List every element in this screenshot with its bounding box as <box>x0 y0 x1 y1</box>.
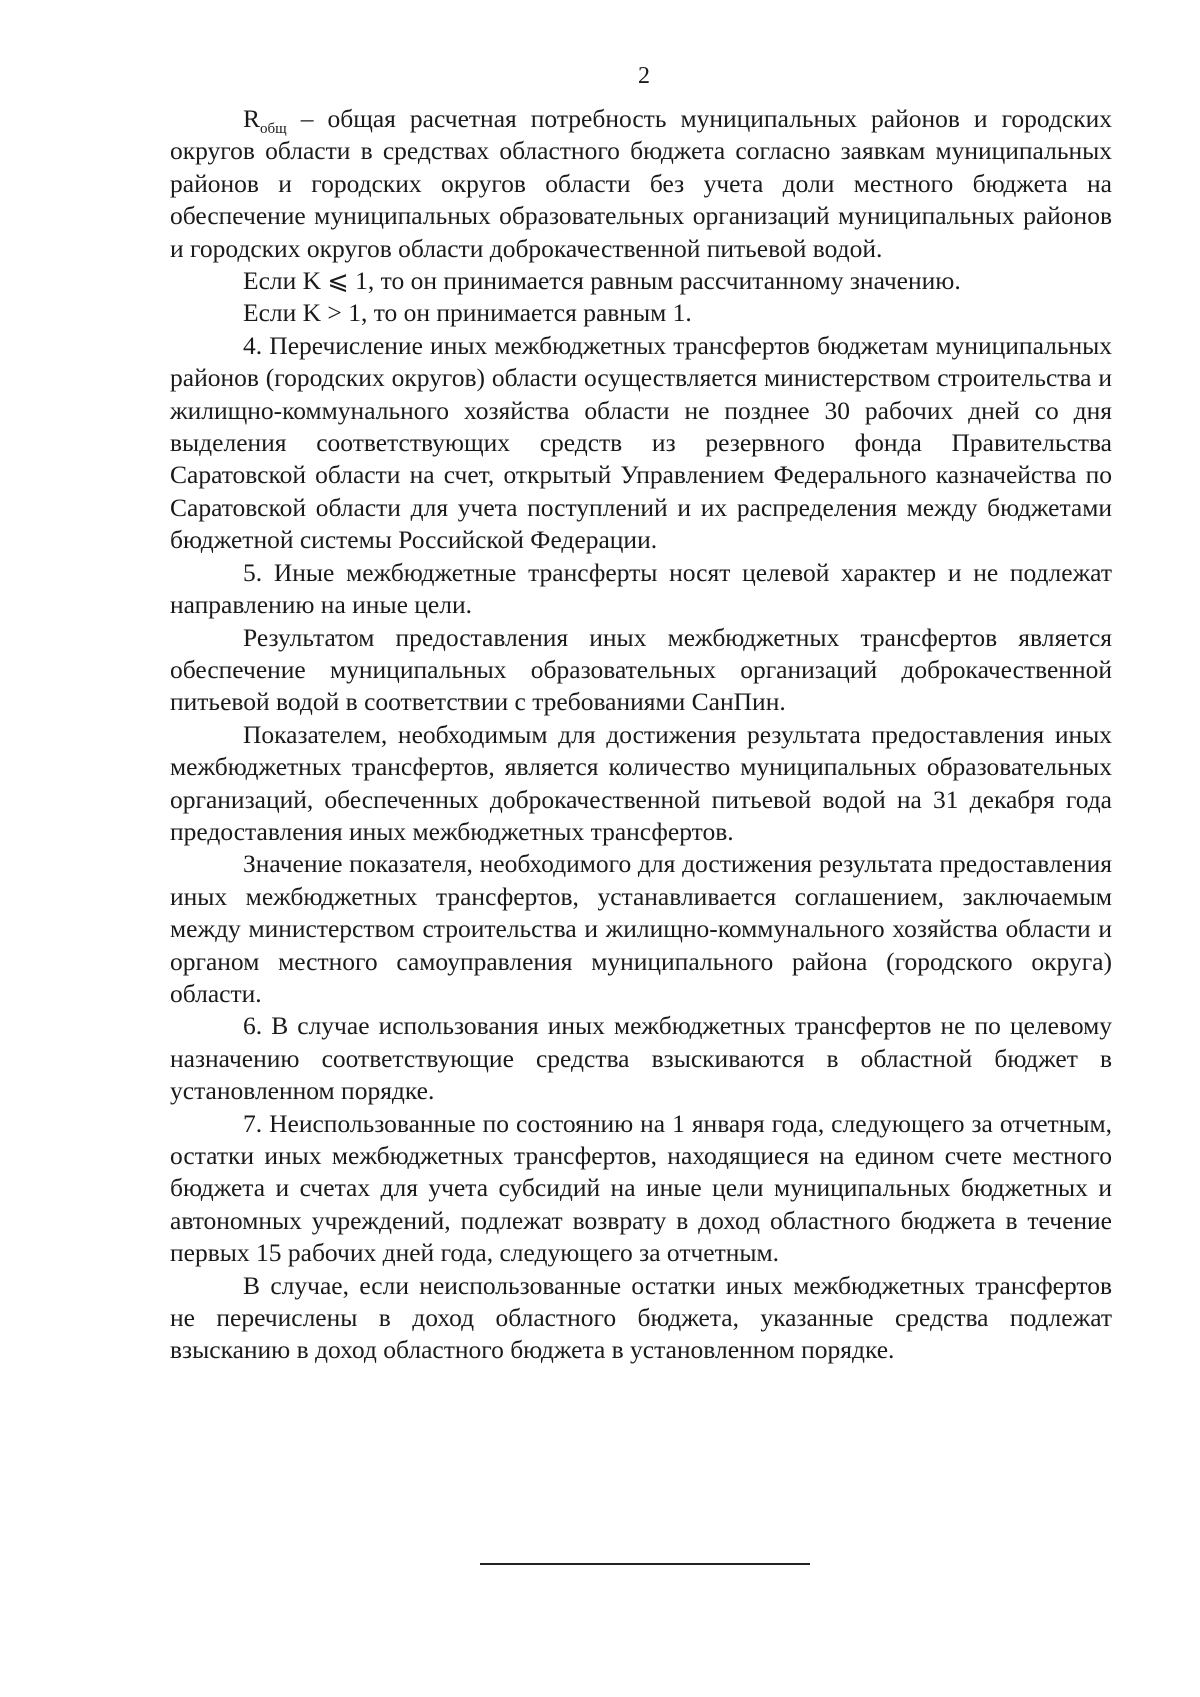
definition-paragraph <box>170 103 1112 265</box>
paragraph-section-5: 5. Иные межбюджетные трансферты носят целевой характер и не подлежат направлению на иные цели. <box>170 557 1112 620</box>
paragraph-section-4: 4. Перечисление иных межбюджетных трансфертов бюджетам муниципальных районов (городских округов) области осуществляется министерством строительства и жилищно-коммунального хозяйства области не позднее 30 рабочих дней со дня выделения соответствующих средств из резервного фонда Правительства Саратовской области на счет, открытый Управлением Федерального казначейства по Саратовской области для учета поступлений и их распределения между бюджетами бюджетной системы Российской Федерации. <box>170 330 1112 555</box>
paragraph-section-7: 7. Неиспользованные по состоянию на 1 января года, следующего за отчетным, остатки иных межбюджетных трансфертов, находящиеся на едином счете местного бюджета и счетах для учета субсидий на иные цели муниципальных бюджетных и автономных учреждений, подлежат возврату в доход областного бюджета в течение первых 15 рабочих дней года, следующего за отчетным. <box>170 1108 1112 1268</box>
paragraph-section-6: 6. В случае использования иных межбюджетных трансфертов не по целевому назначению соответствующие средства взыскиваются в областной бюджет в установленном порядке. <box>170 1011 1112 1106</box>
paragraph: Показателем, необходимым для достижения результата предоставления иных межбюджетных трансфертов, является количество муниципальных образовательных организаций, обеспеченных доброкачественной питьевой водой на 31 декабря года предоставления иных межбюджетных трансфертов. <box>170 719 1112 846</box>
page-number: 2 <box>638 63 650 89</box>
formula-subscript: общ <box>260 121 287 138</box>
paragraph: В случае, если неиспользованные остатки иных межбюджетных трансфертов не перечислены в доход областного бюджета, указанные средства подлежат взысканию в доход областного бюджета в установленном порядке. <box>170 1270 1112 1365</box>
end-divider <box>480 1563 810 1565</box>
paragraph: Если K ⩽ 1, то он принимается равным рассчитанному значению. <box>243 266 961 296</box>
definition-text: – общая расчетная потребность муниципальных районов и городских округов области в средствах областного бюджета согласно заявкам муниципальных районов и городских округов области без учета доли местного бюджета на обеспечение муниципальных образовательных организаций муниципальных районов и городских округов области доброкачественной питьевой водой. <box>170 104 1112 263</box>
paragraph: Если K > 1, то он принимается равным 1. <box>243 298 692 328</box>
paragraph: Значение показателя, необходимого для достижения результата предоставления иных межбюджетных трансфертов, устанавливается соглашением, заключаемым между министерством строительства и жилищно-коммунального хозяйства области и органом местного самоуправления муниципального района (городского округа) области. <box>170 849 1112 1008</box>
paragraph: Результатом предоставления иных межбюджетных трансфертов является обеспечение муниципальных образовательных организаций доброкачественной питьевой водой в соответствии с требованиями СанПин. <box>170 622 1112 717</box>
document-body <box>170 103 1112 1367</box>
formula-symbol: R <box>243 104 261 133</box>
